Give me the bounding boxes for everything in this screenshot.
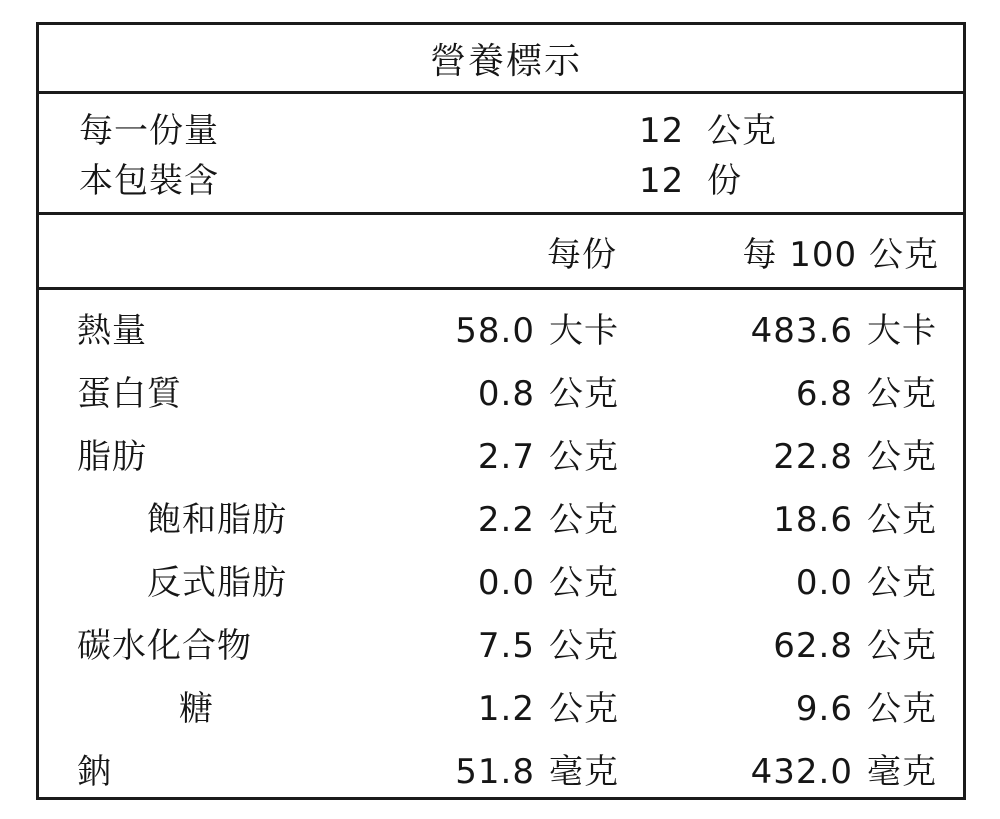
serving-size-number: 12: [639, 110, 685, 151]
nutrient-name: 蛋白質: [77, 374, 182, 414]
nutrient-per-100g-value: 9.6: [795, 689, 853, 729]
nutrient-per-100g: [639, 681, 963, 730]
nutrient-per-serving: [369, 429, 639, 478]
nutrient-per-serving-value: 51.8: [455, 752, 535, 792]
column-header-per-100g: 每 100 公克: [742, 234, 939, 275]
nutrient-per-serving-unit: 公克: [549, 563, 619, 603]
nutrient-per-serving-value: 7.5: [477, 626, 535, 666]
nutrient-per-100g-value: 432.0: [750, 752, 853, 792]
nutrient-per-serving: [369, 744, 639, 793]
nutrient-per-100g-unit: 大卡: [867, 311, 937, 351]
nutrient-per-serving-value: 2.2: [477, 500, 535, 540]
table-row: [39, 359, 963, 422]
nutrient-name: 反式脂肪: [147, 563, 287, 603]
nutrient-per-serving-unit: 公克: [549, 689, 619, 729]
nutrient-per-100g-unit: 毫克: [867, 752, 937, 792]
nutrient-per-serving: [369, 681, 639, 730]
nutrient-per-100g-value: 22.8: [773, 437, 853, 477]
nutrient-per-serving: [369, 366, 639, 415]
nutrient-per-100g-value: 0.0: [795, 563, 853, 603]
nutrient-per-serving-value: 58.0: [455, 311, 535, 351]
servings-per-container-row: [39, 152, 963, 202]
nutrient-per-100g-value: 62.8: [773, 626, 853, 666]
nutrient-name: 飽和脂肪: [147, 500, 287, 540]
nutrient-per-serving-unit: 公克: [549, 374, 619, 414]
nutrient-per-100g-unit: 公克: [867, 374, 937, 414]
table-row: [39, 548, 963, 611]
table-row: [39, 485, 963, 548]
nutrient-per-serving-unit: 大卡: [549, 311, 619, 351]
nutrient-per-serving: [369, 492, 639, 541]
nutrient-name: 糖: [179, 689, 214, 729]
nutrient-per-100g: [639, 555, 963, 604]
nutrient-per-100g-value: 18.6: [773, 500, 853, 540]
serving-size-unit: 公克: [707, 110, 777, 151]
servings-per-container-label: 本包裝含: [79, 160, 219, 201]
label-title: 營養標示: [429, 40, 582, 82]
nutrient-per-serving-value: 2.7: [477, 437, 535, 477]
nutrient-per-100g-unit: 公克: [867, 689, 937, 729]
nutrient-per-100g: [639, 492, 963, 541]
column-header-row: [39, 215, 963, 290]
nutrient-per-serving-value: 0.8: [477, 374, 535, 414]
nutrient-per-serving-value: 0.0: [477, 563, 535, 603]
nutrient-per-serving-unit: 毫克: [549, 752, 619, 792]
servings-per-container-value: [639, 153, 742, 202]
nutrient-per-100g: [639, 429, 963, 478]
nutrient-per-serving: [369, 618, 639, 667]
column-header-per-serving: 每份: [547, 234, 617, 275]
nutrient-per-100g: [639, 303, 963, 352]
table-row: [39, 611, 963, 674]
serving-size-value: [639, 103, 777, 152]
nutrient-per-serving-unit: 公克: [549, 626, 619, 666]
nutrient-per-100g-unit: 公克: [867, 500, 937, 540]
nutrient-rows: [39, 290, 963, 800]
nutrient-per-serving-value: 1.2: [477, 689, 535, 729]
nutrient-per-serving-unit: 公克: [549, 437, 619, 477]
servings-per-container-number: 12: [639, 160, 685, 201]
serving-info-block: [39, 94, 963, 215]
nutrient-per-100g: [639, 744, 963, 793]
nutrient-per-100g-value: 6.8: [795, 374, 853, 414]
serving-size-label: 每一份量: [79, 110, 219, 151]
nutrient-name: 脂肪: [77, 437, 147, 477]
nutrient-per-100g-value: 483.6: [750, 311, 853, 351]
label-title-row: [39, 25, 963, 94]
nutrient-name: 碳水化合物: [77, 626, 252, 666]
nutrient-per-serving: [369, 555, 639, 604]
table-row: [39, 422, 963, 485]
nutrient-per-serving: [369, 303, 639, 352]
table-row: [39, 737, 963, 800]
table-row: [39, 674, 963, 737]
table-row: [39, 296, 963, 359]
nutrition-facts-label: [36, 22, 966, 800]
nutrient-per-100g-unit: 公克: [867, 437, 937, 477]
nutrient-per-100g-unit: 公克: [867, 563, 937, 603]
nutrient-per-100g: [639, 618, 963, 667]
nutrient-name: 熱量: [77, 311, 147, 351]
nutrient-per-100g: [639, 366, 963, 415]
nutrient-per-serving-unit: 公克: [549, 500, 619, 540]
nutrient-name: 鈉: [77, 752, 112, 792]
serving-size-row: [39, 102, 963, 152]
servings-per-container-unit: 份: [707, 160, 742, 201]
nutrient-per-100g-unit: 公克: [867, 626, 937, 666]
